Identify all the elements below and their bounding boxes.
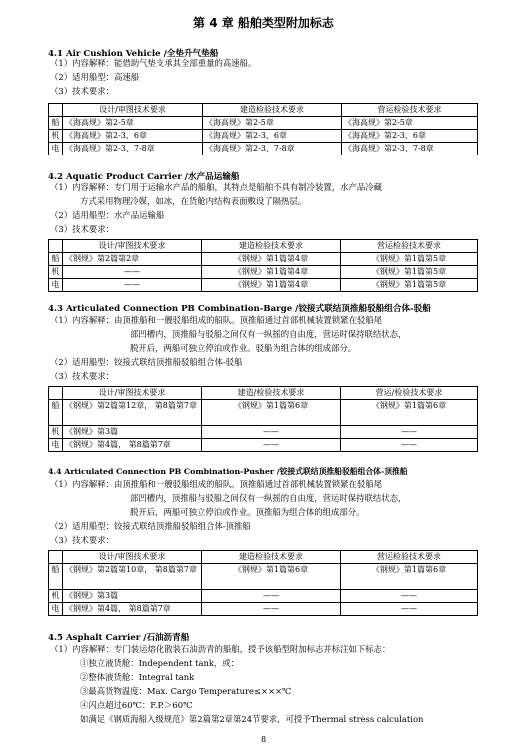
row-label: 船 — [49, 400, 63, 426]
table-corner-cell — [49, 387, 63, 400]
table-cell: —— — [341, 439, 478, 452]
table-corner-cell — [49, 551, 63, 564]
table-header: 营运检验技术要求 — [342, 104, 478, 117]
section-4-1-ship-type: （2）适用船型：高速船 — [50, 72, 140, 82]
section-4-1-definition: （1）内容解释：能借助气垫支承其全部重量的高速船。 — [50, 58, 257, 68]
table-cell: —— — [202, 603, 341, 616]
table-cell: 《钢规》第2篇第12章， 第8篇第7章 — [63, 400, 202, 426]
chapter-title: 第 4 章 船舶类型附加标志 — [193, 16, 334, 30]
table-cell: 《海高规》第2-3、7-8章 — [63, 143, 203, 156]
section-4-2-table — [48, 239, 478, 292]
table-cell: 《钢规》第1篇第4章 — [202, 266, 341, 279]
table-row — [49, 253, 478, 266]
table-cell: 《钢规》第1篇第4章 — [202, 279, 341, 292]
section-4-4-definition-line2: 部凹槽内，顶推船与驳船之间仅有一纵摇的自由度，营运时保持联结状态， — [130, 493, 407, 503]
section-4-5-definition: （1）内容解释：专门装运熔化散装石油沥青的船舶，授予该船型附加标志并标注如下标志： — [50, 644, 391, 654]
table-row — [49, 603, 478, 616]
table-cell: 《海高规》第2-3、6章 — [63, 130, 203, 143]
section-4-5-item-max-temperature: ③最高货物温度：Max. Cargo Temperature≤×××℃ — [80, 686, 292, 696]
table-cell: 《钢规》第2篇第10章， 第8篇第7章 — [63, 564, 202, 590]
table-cell: —— — [341, 426, 478, 439]
table-cell: 《钢规》第1篇第5章 — [341, 266, 478, 279]
table-header: 建造检验技术要求 — [202, 551, 341, 564]
table-cell: 《钢规》第4篇， 第8篇第7章 — [63, 603, 202, 616]
table-header: 营运检验技术要求 — [341, 551, 478, 564]
section-4-3-definition-line1: （1）内容解释：由顶推船和一艘驳船组成的船队。顶推船通过首部机械装置锁紧在驳船尾 — [50, 315, 382, 325]
table-row — [49, 426, 478, 439]
table-corner-cell — [49, 104, 63, 117]
section-4-3-definition-line3: 脱开后，两船可独立停泊或作业。驳船为组合体的组成部分。 — [130, 343, 357, 353]
table-cell: —— — [63, 279, 202, 292]
table-cell: 《海高规》第2-3、6章 — [203, 130, 342, 143]
table-cell: 《海高规》第2-3、6章 — [342, 130, 478, 143]
section-4-3-definition-line2: 部凹槽内，顶推船与驳船之间仅有一纵摇的自由度，营运时保持联结状态， — [130, 329, 407, 339]
section-4-3-ship-type: （2）适用船型：铰接式联结顶推船驳船组合体-驳船 — [50, 357, 243, 367]
row-label: 机 — [49, 130, 63, 143]
table-cell: 《钢规》第2篇第2章 — [63, 253, 202, 266]
table-header: 设计/审图技术要求 — [63, 551, 202, 564]
table-row — [49, 564, 478, 590]
section-4-4-definition-line1: （1）内容解释：由顶推船和一艘驳船组成的船队。顶推船通过首部机械装置锁紧在驳船尾 — [50, 479, 382, 489]
table-header: 设计/审图技术要求 — [63, 104, 203, 117]
table-cell: 《钢规》第3篇 — [63, 426, 202, 439]
table-header: 营运/检验技术要求 — [341, 387, 478, 400]
table-row — [49, 279, 478, 292]
row-label: 电 — [49, 603, 63, 616]
table-row — [49, 439, 478, 452]
row-label: 电 — [49, 279, 63, 292]
section-4-2-definition-line2: 方式采用物理冷媒，如冰，在货舱内结构表面敷设了隔热层。 — [80, 196, 307, 206]
section-4-1-heading: 4.1 Air Cushion Vehicle /全垫升气垫船 — [48, 49, 219, 59]
table-cell: 《海高规》第2-3、7-8章 — [342, 143, 478, 156]
table-cell: 《钢规》第1篇第5章 — [341, 279, 478, 292]
section-4-5-item-independent-tank: ①独立液货舱：Independent tank，或： — [80, 658, 240, 668]
section-4-5-thermal-stress-note: 如满足《钢质海船入级规范》第2篇第2章第24节要求，可授予Thermal stress calculation — [80, 714, 424, 724]
row-label: 机 — [49, 426, 63, 439]
section-4-2-ship-type: （2）适用船型：水产品运输船 — [50, 210, 165, 220]
table-row — [49, 590, 478, 603]
table-cell: —— — [202, 590, 341, 603]
row-label: 船 — [49, 564, 63, 590]
section-4-5-heading: 4.5 Asphalt Carrier /石油沥青船 — [48, 633, 190, 643]
row-label: 电 — [49, 439, 63, 452]
table-row — [49, 400, 478, 426]
section-4-1-table — [48, 103, 478, 155]
table-cell: —— — [202, 426, 341, 439]
section-4-2-definition-line1: （1）内容解释：专门用于运输水产品的船舶，其特点是船舶不具有制冷装置，水产品冷藏 — [50, 182, 382, 192]
table-cell: 《钢规》第1篇第5章 — [341, 253, 478, 266]
table-row — [49, 130, 478, 143]
table-header: 营运检验技术要求 — [341, 240, 478, 253]
row-label: 机 — [49, 590, 63, 603]
section-4-3-table — [48, 386, 478, 452]
row-label: 机 — [49, 266, 63, 279]
section-4-4-heading: 4.4 Articulated Connection PB Combination-Pusher /铰接式联结顶推船驳船组合体-顶推船 — [48, 467, 408, 476]
table-row — [49, 266, 478, 279]
section-4-1-tech-req-label: （3）技术要求： — [50, 86, 114, 96]
table-cell: 《钢规》第1篇第6章 — [341, 564, 478, 590]
table-cell: 《海高规》第2-5章 — [203, 117, 342, 130]
table-cell: 《钢规》第1篇第6章 — [341, 400, 478, 426]
table-cell: 《钢规》第1篇第6章 — [202, 400, 341, 426]
table-header-row — [49, 240, 478, 253]
section-4-5-item-integral-tank: ②整体液货舱：Integral tank — [80, 672, 195, 682]
table-cell: —— — [341, 590, 478, 603]
table-header: 设计/审图技术要求 — [63, 387, 202, 400]
table-cell: 《海高规》第2-3、7-8章 — [203, 143, 342, 156]
table-cell: 《海高规》第2-5章 — [342, 117, 478, 130]
section-4-3-tech-req-label: （3）技术要求： — [50, 371, 114, 381]
table-cell: 《钢规》第1篇第6章 — [202, 564, 341, 590]
table-cell: —— — [341, 603, 478, 616]
table-cell: —— — [63, 266, 202, 279]
table-cell: 《海高规》第2-5章 — [63, 117, 203, 130]
row-label: 船 — [49, 253, 63, 266]
section-4-5-item-flash-point: ④闪点超过60℃：F.P.＞60℃ — [80, 700, 193, 710]
table-header: 设计/审图技术要求 — [63, 240, 202, 253]
section-4-4-tech-req-label: （3）技术要求： — [50, 535, 114, 545]
section-4-2-heading: 4.2 Aquatic Product Carrier /水产品运输船 — [48, 172, 240, 182]
table-cell: —— — [202, 439, 341, 452]
section-4-4-definition-line3: 脱开后，两船可独立停泊或作业。顶推船为组合体的组成部分。 — [130, 507, 365, 517]
table-header: 建造检验技术要求 — [202, 240, 341, 253]
section-4-2-tech-req-label: （3）技术要求： — [50, 224, 114, 234]
section-4-4-table — [48, 550, 478, 616]
row-label: 电 — [49, 143, 63, 156]
table-cell: 《钢规》第4篇， 第8篇第7章 — [63, 439, 202, 452]
table-header: 建造检验技术要求 — [203, 104, 342, 117]
table-header-row — [49, 387, 478, 400]
section-4-3-heading: 4.3 Articulated Connection PB Combination-Barge /铰接式联结顶推船驳船组合体-驳船 — [48, 304, 431, 314]
table-header: 建造/检验技术要求 — [202, 387, 341, 400]
section-4-4-ship-type: （2）适用船型：铰接式联结顶推船驳船组合体-顶推船 — [50, 521, 251, 531]
table-cell: 《钢规》第3篇 — [63, 590, 202, 603]
table-corner-cell — [49, 240, 63, 253]
table-row — [49, 143, 478, 156]
row-label: 船 — [49, 117, 63, 130]
table-header-row — [49, 551, 478, 564]
table-row — [49, 117, 478, 130]
page-number: 8 — [260, 735, 267, 744]
table-header-row — [49, 104, 478, 117]
table-cell: 《钢规》第1篇第4章 — [202, 253, 341, 266]
